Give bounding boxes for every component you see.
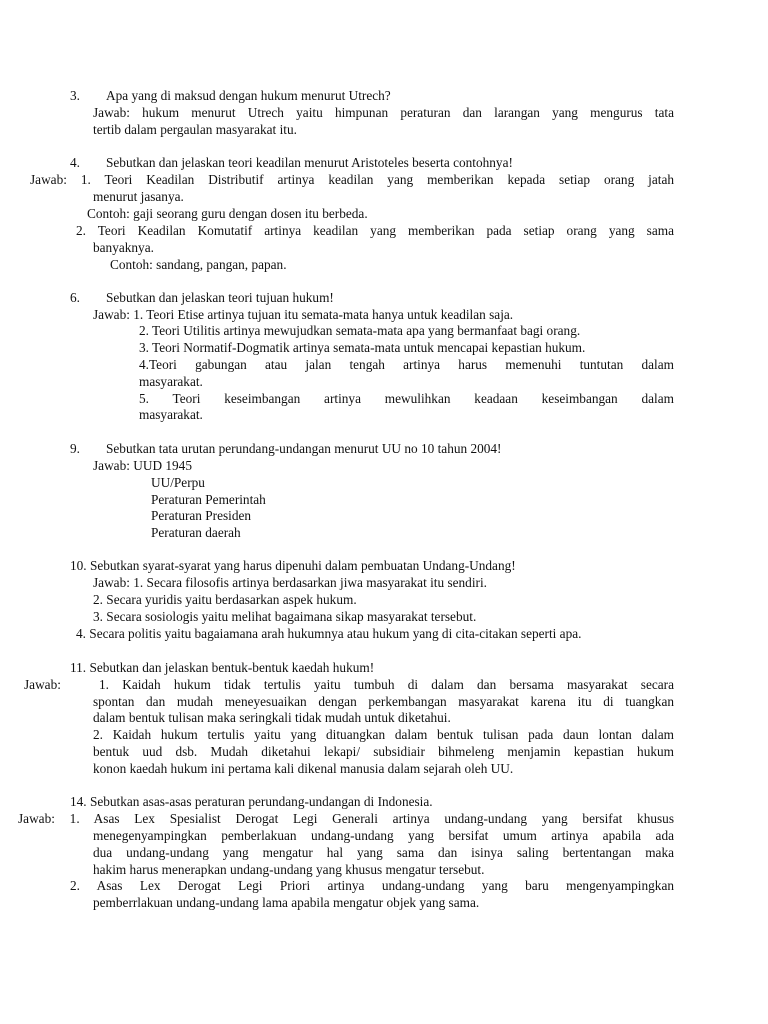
q14-answer2-line1: 2. Asas Lex Derogat Legi Priori artinya undang-undang yang baru mengenyampingkan — [70, 878, 674, 893]
q10-answer1: Jawab: 1. Secara filosofis artinya berdasarkan jiwa masyarakat itu sendiri. — [93, 575, 487, 590]
q3-answer-line1: Jawab: hukum menurut Utrech yaitu himpunan peraturan dan larangan yang mengurus tata — [93, 105, 674, 120]
q11-jawab-label: Jawab: — [24, 677, 61, 692]
q14-question: 14. Sebutkan asas-asas peraturan perundang-undangan di Indonesia. — [70, 794, 433, 809]
q11-answer1-line2: spontan dan mudah meneyesuaikan dengan perkembangan masyarakat karena itu di tuangkan — [93, 694, 674, 709]
q9-answer4: Peraturan Presiden — [151, 508, 252, 523]
q6-answer4-line1: 4.Teori gabungan atau jalan tengah artinya harus memenuhi tuntutan dalam — [139, 357, 674, 372]
q4-answer2-example: Contoh: sandang, pangan, papan. — [110, 257, 287, 272]
q14-answer1-line3: dua undang-undang yang mengatur hal yang sama dan isinya saling bertentangan maka — [93, 845, 674, 860]
q9-answer5: Peraturan daerah — [151, 525, 241, 540]
q11-answer2-line2: bentuk uud dsb. Mudah diketahui lekapi/ subsidiair bihmeleng menjamin kepastian hukum — [93, 744, 674, 759]
q14-answer1-line1: Jawab: 1. Asas Lex Spesialist Derogat Legi Generali artinya undang-undang yang bersifat khusus — [18, 811, 674, 826]
q6-answer1: Jawab: 1. Teori Etise artinya tujuan itu semata-mata hanya untuk keadilan saja. — [93, 307, 514, 322]
q4-answer2-line1: 2. Teori Keadilan Komutatif artinya keadilan yang memberikan pada setiap orang yang sama — [76, 223, 674, 238]
q6-number: 6. — [70, 290, 80, 305]
q3-answer-line2: tertib dalam pergaulan masyarakat itu. — [93, 122, 297, 137]
q11-answer1-line3: dalam bentuk tulisan maka seringkali tidak mudah untuk diketahui. — [93, 710, 451, 725]
q4-answer1-line2: menurut jasanya. — [93, 189, 184, 204]
q6-question: Sebutkan dan jelaskan teori tujuan hukum! — [106, 290, 334, 305]
q14-answer1-line4: hakim harus menerapkan undang-undang yang khusus mengatur tersebut. — [93, 862, 485, 877]
q9-answer3: Peraturan Pemerintah — [151, 492, 266, 507]
q3-number: 3. — [70, 88, 80, 103]
q10-answer3: 3. Secara sosiologis yaitu melihat bagaimana sikap masyarakat tersebut. — [93, 609, 477, 624]
q4-answer1-example: Contoh: gaji seorang guru dengan dosen itu berbeda. — [87, 206, 368, 221]
q14-answer1-line2: menegenyampingkan pemberlakuan undang-undang yang bersifat umum artinya apabila ada — [93, 828, 674, 843]
q9-number: 9. — [70, 441, 80, 456]
q11-answer2-line3: konon kaedah hukum ini pertama kali dikenal manusia dalam sejarah oleh UU. — [93, 761, 514, 776]
q4-number: 4. — [70, 155, 80, 170]
q9-question: Sebutkan tata urutan perundang-undangan menurut UU no 10 tahun 2004! — [106, 441, 502, 456]
q9-answer2: UU/Perpu — [151, 475, 205, 490]
q9-answer1: Jawab: UUD 1945 — [93, 458, 192, 473]
q11-answer2-line1: 2. Kaidah hukum tertulis yaitu yang dituangkan dalam bentuk tulisan pada daun lontan dalam — [93, 727, 674, 742]
q4-question: Sebutkan dan jelaskan teori keadilan menurut Aristoteles beserta contohnya! — [106, 155, 513, 170]
q4-answer1-line1: Jawab: 1. Teori Keadilan Distributif artinya keadilan yang memberikan kepada setiap orang jatah — [30, 172, 674, 187]
q6-answer2: 2. Teori Utilitis artinya mewujudkan semata-mata apa yang bermanfaat bagi orang. — [139, 323, 581, 338]
q10-question: 10. Sebutkan syarat-syarat yang harus dipenuhi dalam pembuatan Undang-Undang! — [70, 558, 516, 573]
q6-answer3: 3. Teori Normatif-Dogmatik artinya semata-mata untuk mencapai kepastian hukum. — [139, 340, 586, 355]
q4-answer2-line2: banyaknya. — [93, 240, 154, 255]
q10-answer4: 4. Secara politis yaitu bagaiamana arah hukumnya atau hukum yang di cita-citakan seperti apa. — [76, 626, 582, 641]
q14-answer2-line2: pemberrlakuan undang-undang lama apabila mengatur objek yang sama. — [93, 895, 480, 910]
q6-answer5-line2: masyarakat. — [139, 407, 203, 422]
q6-answer4-line2: masyarakat. — [139, 374, 203, 389]
q10-answer2: 2. Secara yuridis yaitu berdasarkan aspek hukum. — [93, 592, 357, 607]
q6-answer5-line1: 5. Teori keseimbangan artinya mewulihkan keadaan keseimbangan dalam — [139, 391, 674, 406]
q11-question: 11. Sebutkan dan jelaskan bentuk-bentuk kaedah hukum! — [70, 660, 375, 675]
q11-answer1-line1: 1. Kaidah hukum tidak tertulis yaitu tumbuh di dalam dan bersama masyarakat secara — [99, 677, 674, 692]
q3-question: Apa yang di maksud dengan hukum menurut Utrech? — [106, 88, 391, 103]
